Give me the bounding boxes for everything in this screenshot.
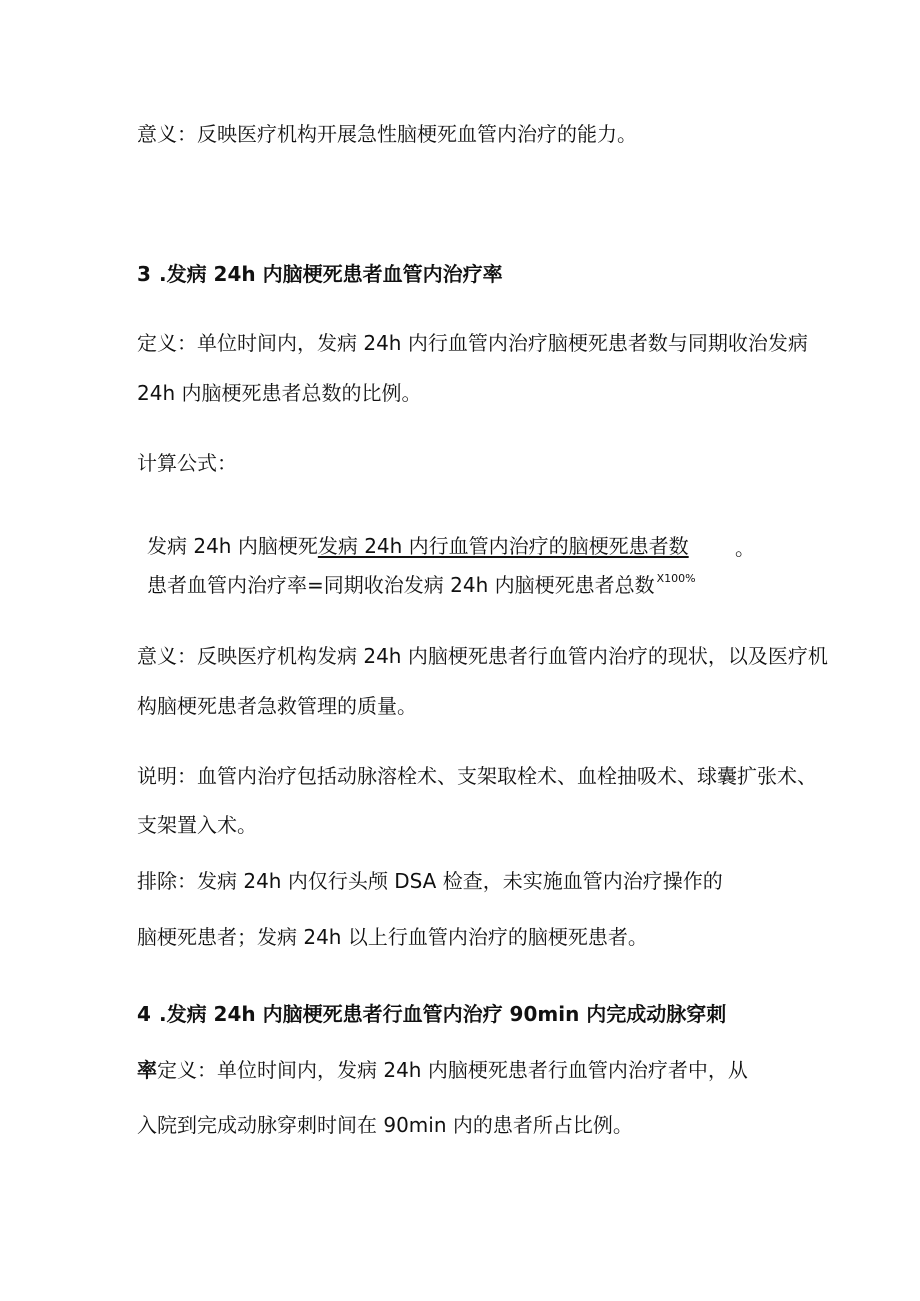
note-line: 说明：血管内治疗包括动脉溶栓术、支架取栓术、血栓抽吸术、球囊扩张术、 <box>137 764 817 788</box>
formula-left-bottom: 患者血管内治疗率= <box>147 573 324 597</box>
exclusion-line: 排除：发病 24h 内仅行头颅 DSA 检查，未实施血管内治疗操作的 <box>137 869 723 893</box>
significance-line: 构脑梗死患者急救管理的质量。 <box>137 694 417 718</box>
section-title: .发病 24h 内脑梗死患者血管内治疗率 <box>159 262 503 286</box>
definition-line: 入院到完成动脉穿刺时间在 90min 内的患者所占比例。 <box>137 1113 633 1137</box>
section-heading-4 <box>137 1002 726 1026</box>
definition-lead: 率 <box>137 1058 157 1082</box>
formula-numerator: 发病 24h 内行血管内治疗的脑梗死患者数 <box>317 534 689 558</box>
formula-bottom-line <box>147 567 696 597</box>
definition-line: 24h 内脑梗死患者总数的比例。 <box>137 381 422 405</box>
formula-multiplier: X100% <box>656 572 696 585</box>
formula-denominator: 同期收治发病 24h 内脑梗死患者总数 <box>323 573 655 597</box>
definition-line <box>137 1058 748 1082</box>
note-line: 支架置入术。 <box>137 813 257 837</box>
section-number: 4 <box>137 1002 151 1026</box>
formula-label: 计算公式： <box>137 451 237 475</box>
formula-end-mark: 。 <box>735 536 755 560</box>
definition-text: 定义：单位时间内，发病 24h 内脑梗死患者行血管内治疗者中，从 <box>157 1058 748 1082</box>
exclusion-line: 脑梗死患者；发病 24h 以上行血管内治疗的脑梗死患者。 <box>137 925 648 949</box>
significance-paragraph: 意义：反映医疗机构开展急性脑梗死血管内治疗的能力。 <box>137 122 637 146</box>
section-heading-3 <box>137 262 503 286</box>
section-number: 3 <box>137 262 151 286</box>
definition-line: 定义：单位时间内，发病 24h 内行血管内治疗脑梗死患者数与同期收治发病 <box>137 331 808 355</box>
formula-top-line <box>147 534 689 558</box>
formula-left-top: 发病 24h 内脑梗死 <box>147 534 318 558</box>
significance-line: 意义：反映医疗机构发病 24h 内脑梗死患者行血管内治疗的现状，以及医疗机 <box>137 644 828 668</box>
section-title: .发病 24h 内脑梗死患者行血管内治疗 90min 内完成动脉穿刺 <box>159 1002 727 1026</box>
